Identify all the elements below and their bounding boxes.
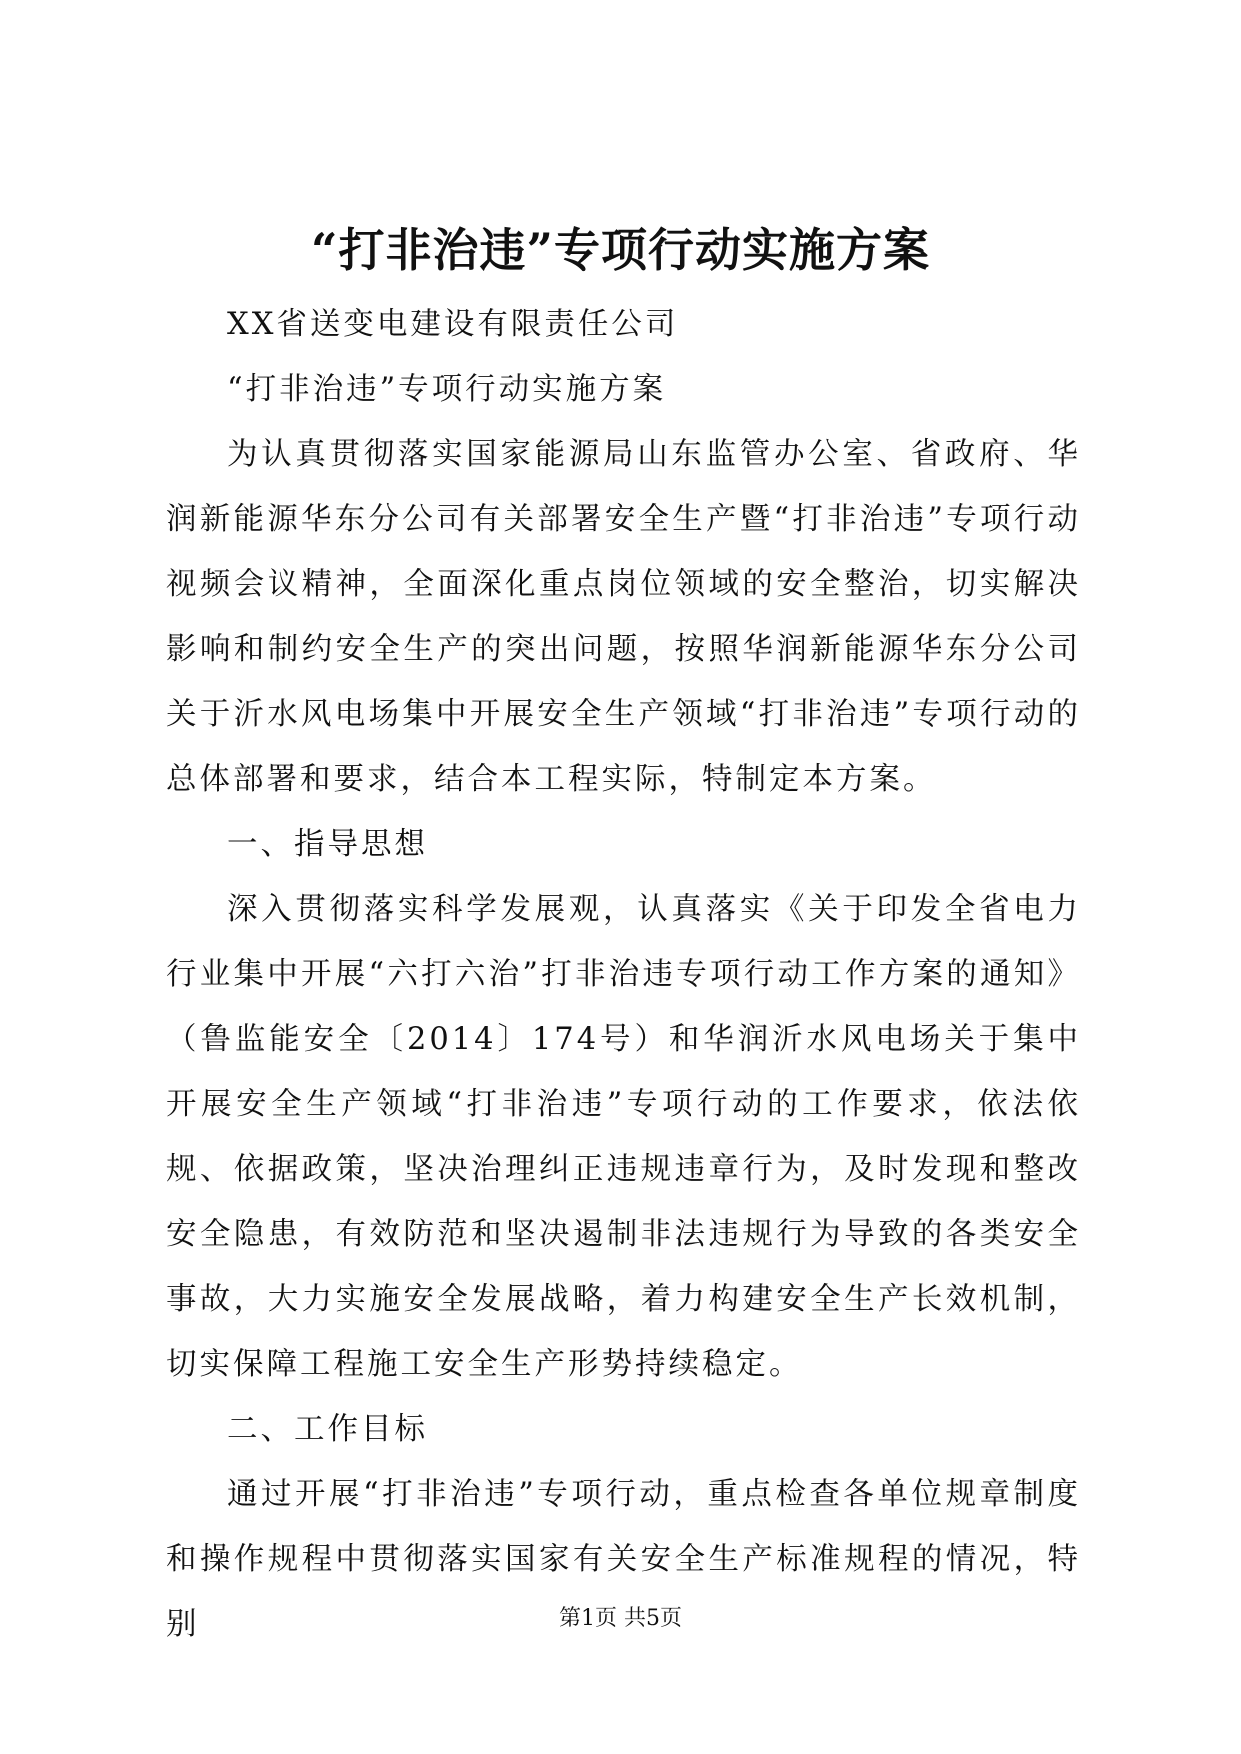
intro-paragraph: 为认真贯彻落实国家能源局山东监管办公室、省政府、华润新能源华东分公司有关部署安全生产暨“打非治违”专项行动视频会议精神，全面深化重点岗位领域的安全整治，切实解决影响和制约安全生产的突出问题，按照华润新能源华东分公司关于沂水风电场集中开展安全生产领域“打非治违”专项行动的总体部署和要求，结合本工程实际，特制定本方案。 <box>166 437 1081 797</box>
guiding-ideology-paragraph: 深入贯彻落实科学发展观，认真落实《关于印发全省电力行业集中开展“六打六治”打非治违专项行动工作方案的通知》（鲁监能安全〔2014〕174号）和华润沂水风电场关于集中开展安全生产领域“打非治违”专项行动的工作要求，依法依规、依据政策，坚决治理纠正违规违章行为，及时发现和整改安全隐患，有效防范和坚决遏制非法违规行为导致的各类安全事故，大力实施安全发展战略，着力构建安全生产长效机制，切实保障工程施工安全生产形势持续稳定。 <box>166 892 1081 1382</box>
section-heading-guiding-ideology: 一、指导思想 <box>227 827 428 862</box>
page-number-footer: 第1页 共5页 <box>559 1606 682 1631</box>
section-heading-work-goals: 二、工作目标 <box>227 1412 428 1447</box>
document-body <box>166 292 1081 1657</box>
work-goals-paragraph: 通过开展“打非治违”专项行动，重点检查各单位规章制度和操作规程中贯彻落实国家有关安全生产标准规程的情况，特别 <box>166 1477 1081 1642</box>
company-name-paragraph: XX省送变电建设有限责任公司 <box>227 307 679 342</box>
document-title: “打非治违”专项行动实施方案 <box>311 223 930 277</box>
subtitle-paragraph: “打非治违”专项行动实施方案 <box>227 372 667 407</box>
